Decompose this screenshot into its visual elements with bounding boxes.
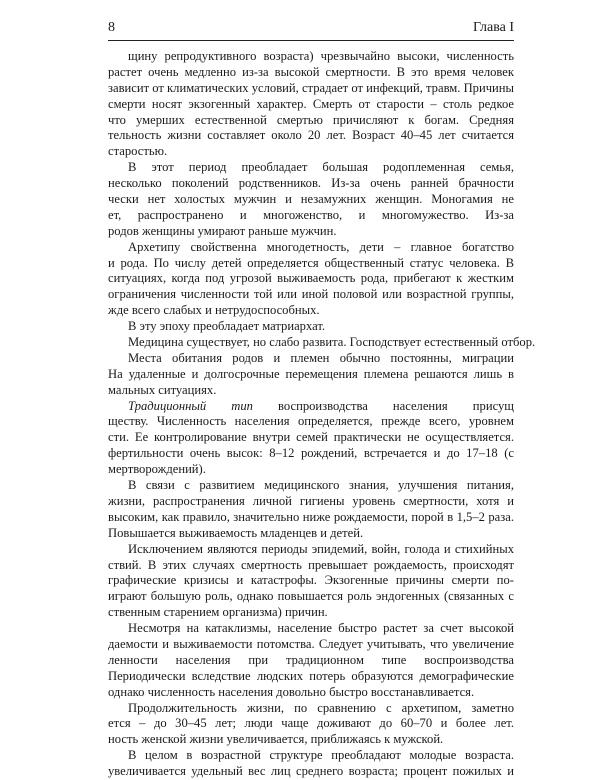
paragraph — [108, 748, 514, 780]
text-line: ется – до 30–45 лет; люди чаще доживают до 60–70 и более лет. — [108, 716, 514, 731]
text-line: что умерших естественной смертью причисляют к богам. Средняя — [108, 112, 514, 127]
text-line — [108, 399, 514, 415]
paragraph — [108, 335, 536, 351]
text-line: Повышается выживаемость младенцев и детей. — [108, 525, 364, 540]
text-line: зависит от климатических условий, страдает от инфекций, травм. Причины — [108, 80, 514, 95]
paragraph — [108, 621, 514, 700]
line-text: воспроизводства населения присущ — [278, 398, 514, 413]
text-line: ет, распространено и многоженство, и многомужество. Из-за — [108, 207, 514, 222]
text-line: ленности населения при традиционном типе воспроизводства — [108, 652, 514, 667]
italic-term: Традиционный тип — [128, 398, 253, 413]
text-line: жизни, распространения личной гигиены уровень смертности, хотя и — [108, 493, 514, 508]
paragraph — [108, 160, 514, 239]
text-line: тельность жизни составляет около 20 лет. Возраст 40–45 лет считается — [108, 128, 514, 143]
text-line: На удаленные и долгосрочные перемещения племена решаются лишь в — [108, 366, 514, 381]
text-line: ность женской жизни увеличивается, приближаясь к мужской. — [108, 732, 444, 747]
text-line: и рода. По числу детей определяется общественный статус человека. В — [108, 255, 514, 270]
paragraph — [108, 399, 514, 478]
text-line: Медицина существует, но слабо развита. Господствует естественный отбор. — [128, 335, 536, 350]
text-line: играют большую роль, однако повышается роль эндогенных (связанных с — [108, 589, 514, 604]
paragraph — [108, 49, 514, 160]
text-line: ществу. Численность населения определяется, прежде всего, уровнем — [108, 414, 514, 429]
text-line: щину репродуктивного возраста) чрезвычайно высоки, численность — [128, 49, 514, 63]
text-line: В целом в возрастной структуре преобладают молодые возраста. — [128, 748, 514, 763]
paragraph — [108, 701, 514, 749]
text-line: однако численность населения довольно быстро восстанавливается. — [108, 684, 475, 699]
text-line: чески нет холостых мужчин и незамужних женщин. Моногамия не — [108, 192, 514, 207]
text-line: Несмотря на катаклизмы, население быстро растет за счет высокой — [128, 621, 514, 636]
text-line: мальных ситуациях. — [108, 382, 217, 397]
text-line: даемости и выживаемости потомства. Следует учитывать, что увеличение — [108, 636, 514, 651]
text-line: ограничения численности той или иной половой или возрастной группы, — [108, 287, 514, 302]
text-line: Продолжительность жизни, по сравнению с архетипом, заметно — [128, 700, 514, 715]
text-line: растет очень медленно из-за высокой смертности. В это время человек — [108, 64, 514, 79]
text-line: Исключением являются периоды эпидемий, войн, голода и стихийных — [128, 541, 514, 556]
text-line: фертильности очень высок: 8–12 рождений, встречается и до 17–18 (с — [108, 446, 514, 461]
text-line: мертворождений). — [108, 462, 206, 477]
text-line: несколько поколений родственников. Из-за очень ранней брачности — [108, 176, 514, 191]
paragraph — [108, 542, 514, 621]
text-line: В этот период преобладает большая родоплеменная семья, — [128, 160, 514, 175]
paragraph — [108, 319, 514, 335]
text-line: ственным старением организма) причин. — [108, 605, 328, 620]
paragraph — [108, 240, 514, 319]
page-number: 8 — [108, 20, 115, 35]
paragraph — [108, 351, 514, 399]
chapter-title: Глава I — [472, 20, 514, 35]
paragraph — [108, 478, 514, 542]
text-line: сти. Ее контролирование внутри семей практически не осуществляется. — [108, 430, 514, 445]
text-line: Архетипу свойственна многодетность, дети – главное богатство — [128, 239, 514, 254]
text-line: ствий. В этих случаях смертность превышает рождаемость, происходят — [108, 557, 514, 572]
body-text — [108, 49, 536, 780]
text-line: жде всего слабых и нетрудоспособных. — [108, 303, 320, 318]
text-line: В эту эпоху преобладает матриархат. — [128, 319, 326, 334]
text-line: В связи с развитием медицинского знания, улучшения питания, — [128, 478, 514, 493]
text-line: смерти носят экзогенный характер. Смерть от старости – столь редкое — [108, 96, 514, 111]
running-header — [108, 18, 514, 41]
text-line: высоким, как правило, значительно ниже рождаемости, порой в 1,5–2 раза. — [108, 509, 514, 524]
text-line: Места обитания родов и племен обычно постоянны, миграции — [128, 350, 514, 365]
text-line: Периодически вследствие людских потерь образуются демографические — [108, 668, 514, 683]
text-line: ситуациях, когда под угрозой выживаемость рода, прибегают к жестким — [108, 271, 514, 286]
text-line: графические кризисы и катастрофы. Экзогенные причины смерти по- — [108, 573, 514, 588]
text-line: старостью. — [108, 144, 168, 159]
text-line: увеличивается удельный вес лиц среднего возраста; процент пожилых и — [108, 764, 514, 779]
text-line: родов женщины умирают раньше мужчин. — [108, 223, 337, 238]
